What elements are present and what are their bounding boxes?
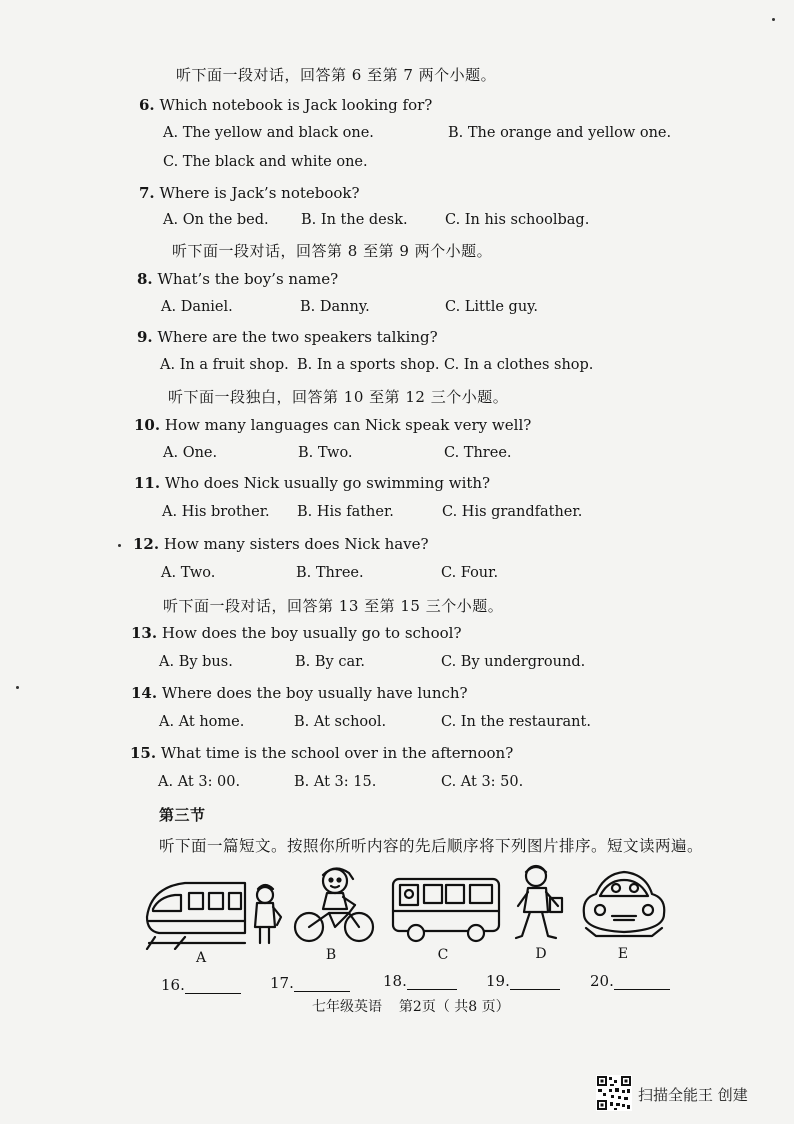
question-9 (137, 328, 438, 346)
option-b: B. The orange and yellow one. (448, 125, 672, 141)
bus-icon (390, 875, 502, 943)
blank-line[interactable] (407, 975, 457, 990)
train-girl-icon (145, 875, 285, 950)
question-number: 15. (130, 744, 157, 762)
option-c: C. His grandfather. (442, 504, 583, 520)
question-number: 7. (139, 184, 155, 202)
question-number: 8. (137, 270, 153, 288)
question-6 (139, 96, 432, 114)
blank-line[interactable] (185, 979, 241, 994)
option-b: B. By car. (295, 654, 366, 670)
footer-page: 第2页（ 共8 页） (398, 999, 510, 1015)
question-text: Where is Jack’s notebook? (159, 184, 360, 202)
option-a: A. Daniel. (161, 299, 233, 315)
picture-label-c: C (437, 947, 449, 963)
picture-label-a: A (195, 950, 207, 966)
footer-subject: 七年级英语 (312, 999, 382, 1015)
option-b: B. Three. (296, 565, 364, 581)
blank-number: 20. (590, 972, 614, 990)
question-12 (133, 535, 429, 553)
question-11 (134, 474, 490, 492)
blank-line[interactable] (510, 975, 560, 990)
section-instruction: 听下面一段对话，回答第 13 至第 15 三个小题。 (163, 597, 504, 615)
answer-blank-20[interactable] (590, 972, 670, 990)
question-number: 6. (139, 96, 155, 114)
qr-code-icon (596, 1075, 632, 1111)
option-b: B. In a sports shop. (297, 357, 440, 373)
blank-line[interactable] (294, 977, 350, 992)
option-b: B. His father. (297, 504, 394, 520)
option-a: A. At home. (159, 714, 245, 730)
section-instruction: 听下面一段独白，回答第 10 至第 12 三个小题。 (168, 388, 509, 406)
option-b: B. At school. (294, 714, 387, 730)
blank-number: 16. (161, 976, 185, 994)
question-text: Where are the two speakers talking? (157, 328, 438, 346)
question-number: 13. (131, 624, 158, 642)
option-c: C. In a clothes shop. (444, 357, 594, 373)
bicycle-rider-icon (293, 865, 378, 945)
question-text: How does the boy usually go to school? (161, 624, 462, 642)
question-13 (131, 624, 461, 642)
question-number: 12. (133, 535, 160, 553)
option-a: A. On the bed. (163, 212, 269, 228)
option-b: B. In the desk. (301, 212, 408, 228)
walking-boy-icon (512, 862, 567, 944)
section-instruction: 听下面一段对话，回答第 6 至第 7 两个小题。 (176, 66, 497, 84)
option-a: A. One. (163, 445, 218, 461)
option-a: A. His brother. (162, 504, 270, 520)
watermark-text: 扫描全能王 创建 (638, 1086, 748, 1104)
option-b: B. At 3: 15. (294, 774, 377, 790)
car-icon (578, 868, 670, 940)
option-b: B. Danny. (300, 299, 370, 315)
option-a: A. In a fruit shop. (160, 357, 289, 373)
answer-blank-19[interactable] (486, 972, 560, 990)
scan-speck (118, 544, 121, 547)
blank-line[interactable] (614, 975, 670, 990)
option-c: C. In the restaurant. (441, 714, 591, 730)
blank-number: 19. (486, 972, 510, 990)
question-text: Who does Nick usually go swimming with? (164, 474, 491, 492)
part3-title: 第三节 (159, 806, 206, 824)
section-instruction: 听下面一段对话，回答第 8 至第 9 两个小题。 (172, 242, 493, 260)
question-7 (139, 184, 360, 202)
option-a: A. By bus. (159, 654, 233, 670)
option-c: C. In his schoolbag. (445, 212, 590, 228)
option-c: C. At 3: 50. (441, 774, 524, 790)
question-number: 11. (134, 474, 161, 492)
question-number: 10. (134, 416, 161, 434)
picture-label-e: E (617, 946, 629, 962)
option-c: C. The black and white one. (163, 154, 368, 170)
question-number: 14. (131, 684, 158, 702)
option-a: A. Two. (161, 565, 216, 581)
question-8 (137, 270, 338, 288)
question-10 (134, 416, 531, 434)
answer-blank-16[interactable] (161, 976, 241, 994)
question-number: 9. (137, 328, 153, 346)
question-text: What’s the boy’s name? (157, 270, 339, 288)
picture-label-d: D (535, 946, 547, 962)
option-c: C. Three. (444, 445, 512, 461)
picture-label-b: B (325, 947, 337, 963)
option-c: C. Four. (441, 565, 499, 581)
question-text: What time is the school over in the afternoon? (160, 744, 514, 762)
scan-speck (16, 686, 19, 689)
part3-instruction: 听下面一篇短文。按照你所听内容的先后顺序将下列图片排序。短文读两遍。 (159, 837, 704, 855)
option-c: C. Little guy. (445, 299, 539, 315)
blank-number: 17. (270, 974, 294, 992)
option-a: A. At 3: 00. (158, 774, 241, 790)
question-text: Where does the boy usually have lunch? (161, 684, 468, 702)
question-text: Which notebook is Jack looking for? (159, 96, 433, 114)
blank-number: 18. (383, 972, 407, 990)
question-text: How many sisters does Nick have? (163, 535, 429, 553)
option-a: A. The yellow and black one. (163, 125, 374, 141)
question-text: How many languages can Nick speak very well? (164, 416, 532, 434)
question-15 (130, 744, 513, 762)
scan-speck (772, 18, 775, 21)
question-14 (131, 684, 468, 702)
option-b: B. Two. (298, 445, 353, 461)
page-footer (312, 996, 510, 1016)
answer-blank-17[interactable] (270, 974, 350, 992)
answer-blank-18[interactable] (383, 972, 457, 990)
option-c: C. By underground. (441, 654, 586, 670)
